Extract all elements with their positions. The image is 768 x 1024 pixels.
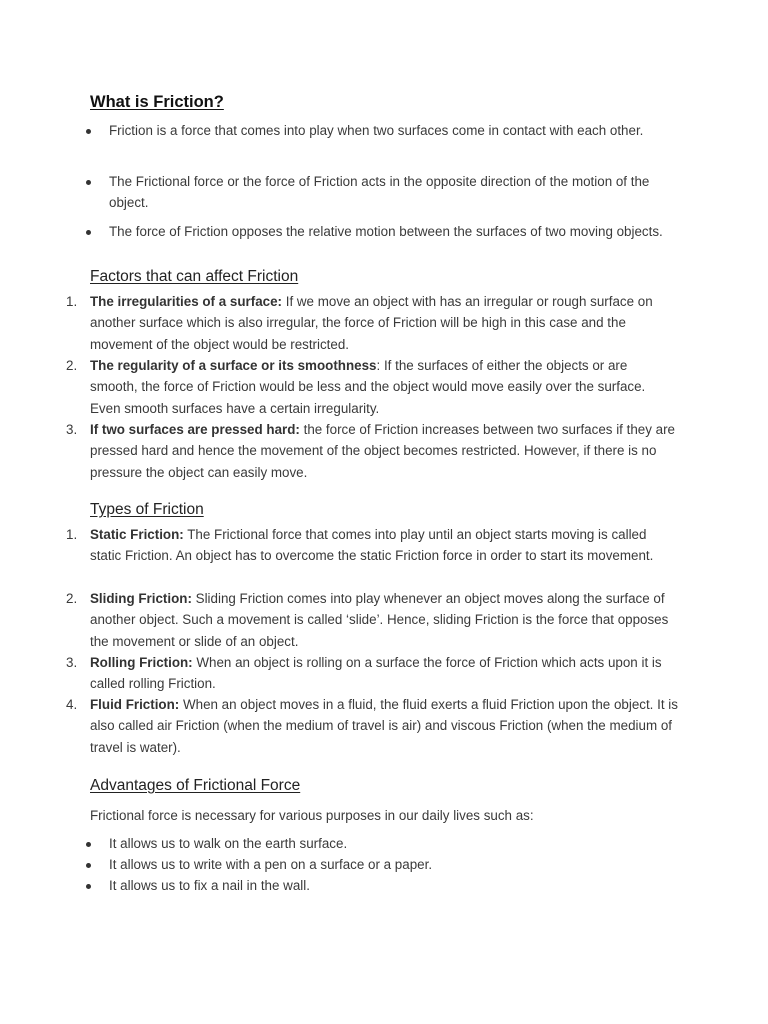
bullet-icon xyxy=(86,180,91,185)
bullet-icon xyxy=(86,842,91,847)
document-page: What is Friction? Friction is a force that comes into play when two surfaces come in contact with each other. The Frictional force or the force of Friction acts in the opposite direction of the motion of the object. The force of Friction opposes the relative motion between the surfaces of two moving objects. Factors that can affect Friction 1. The irregularities of a surface: If we move an object with has an irregular or rough surface on another surface which is also irregular, the force of Friction will be high in this case and the movement of the object would be restricted. 2. The regularity of a surface or its smoothness: If the surfaces of either the objects or are smooth, the force of Friction would be less and the object would move easily over the surface. Even smooth surfaces have a certain irregularity. 3. If two surfaces are pressed hard: the force of Friction increases between two surfaces if they are pressed hard and hence the movement of the object becomes restricted. However, if there is no pressure the object can easily move. Types of Friction 1. Static Friction: The Frictional force that comes into play until an object starts moving is called static Friction. An object has to overcome the static Friction force in order to start its movement. 2. Sliding Friction: Sliding Friction comes into play whenever an object moves along the surface of another object. Such a movement is called ‘slide’. Hence, sliding Friction is the force that opposes the movement or slide of an object. 3. Rolling Friction: When an object is rolling on a surface the force of Friction which acts upon it is called rolling Friction. 4. Fluid Friction: When an object moves in a fluid, the fluid exerts a fluid Friction upon the object. It is also called air Friction (when the medium of travel is air) and viscous Friction (when the medium of travel is water). Advantages of Frictional Force Frictional force is necessary for various purposes in our daily lives such as: It allows us to walk on the earth surface. It allows us to write with a pen on a surface or a paper. It allows us to fix a nail in the wall. xyxy=(0,0,768,1024)
bullet-icon xyxy=(86,129,91,134)
term: Static Friction: xyxy=(90,527,184,542)
term: Sliding Friction: xyxy=(90,591,192,606)
bullet-icon xyxy=(86,230,91,235)
term: If two surfaces are pressed hard: xyxy=(90,422,300,437)
bullet-icon xyxy=(86,884,91,889)
types-heading: Types of Friction xyxy=(90,501,204,518)
term: Fluid Friction: xyxy=(90,697,180,712)
factors-heading: Factors that can affect Friction xyxy=(90,268,299,285)
advantages-heading: Advantages of Frictional Force xyxy=(90,777,301,794)
term: Rolling Friction: xyxy=(90,655,193,670)
advantages-intro: Frictional force is necessary for various purposes in our daily lives such as: xyxy=(90,808,534,823)
term: The regularity of a surface or its smoothness xyxy=(90,358,377,373)
term: The irregularities of a surface: xyxy=(90,294,282,309)
bullet-icon xyxy=(86,863,91,868)
page-title: What is Friction? xyxy=(90,93,224,111)
